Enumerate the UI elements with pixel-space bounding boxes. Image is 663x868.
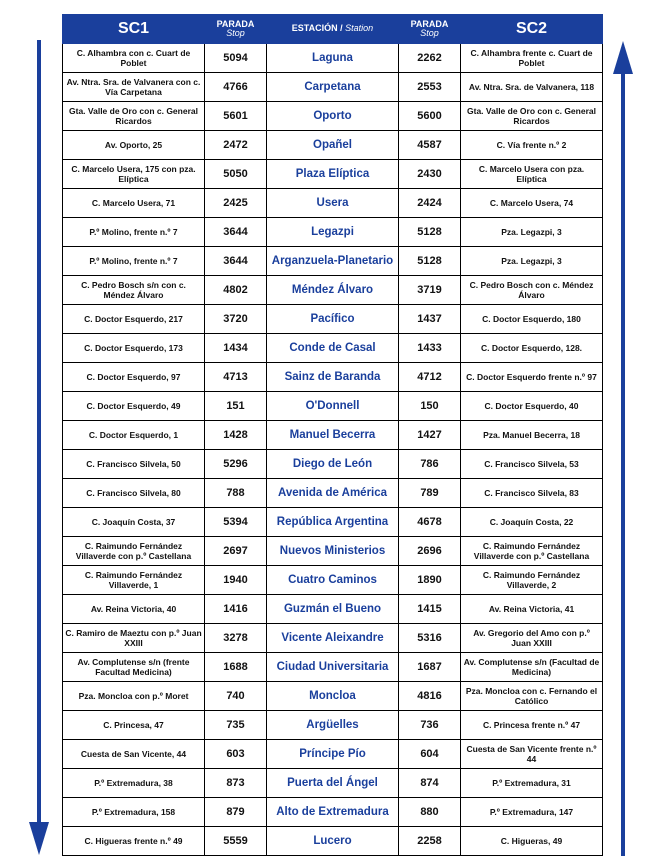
sc2-address: C. Alhambra frente c. Cuart de Poblet [461,44,603,73]
sc1-address: Cuesta de San Vicente, 44 [63,740,205,769]
table-row [63,334,603,363]
sc1-address: Gta. Valle de Oro con c. General Ricardos [63,102,205,131]
table-row [63,711,603,740]
sc1-address: C. Ramiro de Maeztu con p.º Juan XXIII [63,624,205,653]
sc1-address: C. Doctor Esquerdo, 217 [63,305,205,334]
header-parada: PARADA [216,18,255,29]
sc2-address: Av. Gregorio del Amo con p.º Juan XXIII [461,624,603,653]
table-row [63,653,603,682]
sc2-address: C. Doctor Esquerdo frente n.º 97 [461,363,603,392]
stop-number-sc2: 1433 [399,334,461,363]
table-row [63,392,603,421]
station-name: Moncloa [267,682,399,711]
sc2-address: C. Doctor Esquerdo, 40 [461,392,603,421]
stop-number-sc1: 2425 [205,189,267,218]
stop-number-sc2: 786 [399,450,461,479]
stop-number-sc1: 3644 [205,218,267,247]
table-header [63,15,603,44]
stop-number-sc2: 1415 [399,595,461,624]
table-row [63,566,603,595]
stop-number-sc2: 4712 [399,363,461,392]
table-row [63,508,603,537]
table-row [63,363,603,392]
table-row [63,740,603,769]
station-name: Diego de León [267,450,399,479]
sc1-address: C. Raimundo Fernández Villaverde, 1 [63,566,205,595]
table-row [63,160,603,189]
sc2-address: C. Doctor Esquerdo, 180 [461,305,603,334]
sc1-address: C. Francisco Silvela, 50 [63,450,205,479]
sc2-address: C. Joaquín Costa, 22 [461,508,603,537]
sc1-address: C. Doctor Esquerdo, 49 [63,392,205,421]
station-name: Manuel Becerra [267,421,399,450]
stop-number-sc2: 4816 [399,682,461,711]
sc1-address: Pza. Moncloa con p.º Moret [63,682,205,711]
sc1-address: P.º Molino, frente n.º 7 [63,218,205,247]
sc2-address: C. Marcelo Usera, 74 [461,189,603,218]
stop-number-sc2: 2553 [399,73,461,102]
stop-number-sc2: 2424 [399,189,461,218]
stop-number-sc1: 740 [205,682,267,711]
stop-number-sc1: 1940 [205,566,267,595]
stop-number-sc1: 4802 [205,276,267,305]
sc2-address: Av. Reina Victoria, 41 [461,595,603,624]
stop-number-sc1: 5394 [205,508,267,537]
table-row [63,305,603,334]
stop-number-sc1: 4766 [205,73,267,102]
stop-number-sc2: 1687 [399,653,461,682]
stop-number-sc2: 3719 [399,276,461,305]
stop-number-sc2: 150 [399,392,461,421]
sc1-address: Av. Complutense s/n (frente Facultad Medicina) [63,653,205,682]
station-name: Arganzuela-Planetario [267,247,399,276]
sc2-address: C. Vía frente n.º 2 [461,131,603,160]
sc2-address: C. Francisco Silvela, 53 [461,450,603,479]
stop-number-sc2: 2430 [399,160,461,189]
table-row [63,682,603,711]
sc2-address: C. Pedro Bosch con c. Méndez Álvaro [461,276,603,305]
stop-number-sc2: 2258 [399,827,461,856]
table-row [63,595,603,624]
station-name: Laguna [267,44,399,73]
stop-number-sc1: 2697 [205,537,267,566]
sc2-address: Pza. Legazpi, 3 [461,247,603,276]
arrow-down-icon [27,40,51,856]
header-sc2: SC2 [461,15,603,44]
stop-number-sc2: 1427 [399,421,461,450]
stop-number-sc1: 5094 [205,44,267,73]
stop-number-sc1: 873 [205,769,267,798]
header-stop-left [205,15,267,44]
sc1-address: Av. Oporto, 25 [63,131,205,160]
sc2-address: C. Higueras, 49 [461,827,603,856]
sc2-address: P.º Extremadura, 31 [461,769,603,798]
sc1-address: C. Higueras frente n.º 49 [63,827,205,856]
sc2-address: Gta. Valle de Oro con c. General Ricardos [461,102,603,131]
stop-number-sc1: 1688 [205,653,267,682]
station-name: Sainz de Baranda [267,363,399,392]
station-name: Carpetana [267,73,399,102]
table-row [63,247,603,276]
table-row [63,189,603,218]
stop-number-sc2: 5128 [399,218,461,247]
sc1-address: C. Alhambra con c. Cuart de Poblet [63,44,205,73]
stop-number-sc2: 4587 [399,131,461,160]
sc1-address: C. Raimundo Fernández Villaverde con p.º Castellana [63,537,205,566]
sc2-address: Pza. Legazpi, 3 [461,218,603,247]
stop-number-sc1: 5559 [205,827,267,856]
sc1-address: Av. Ntra. Sra. de Valvanera con c. Vía Carpetana [63,73,205,102]
stop-number-sc1: 735 [205,711,267,740]
sc1-address: C. Francisco Silvela, 80 [63,479,205,508]
header-station-en: Station [345,23,374,34]
sc2-address: C. Doctor Esquerdo, 128. [461,334,603,363]
sc2-address: Pza. Manuel Becerra, 18 [461,421,603,450]
station-name: Pacífico [267,305,399,334]
sc1-address: Av. Reina Victoria, 40 [63,595,205,624]
stop-number-sc1: 5050 [205,160,267,189]
stop-number-sc1: 5296 [205,450,267,479]
table-row [63,218,603,247]
sc1-address: P.º Molino, frente n.º 7 [63,247,205,276]
stop-number-sc1: 1428 [205,421,267,450]
stop-number-sc2: 5600 [399,102,461,131]
station-name: Conde de Casal [267,334,399,363]
route-table [62,14,603,856]
station-name: Príncipe Pío [267,740,399,769]
header-parada: PARADA [410,18,449,29]
stop-number-sc2: 874 [399,769,461,798]
table-row [63,44,603,73]
table-row [63,73,603,102]
station-name: Opañel [267,131,399,160]
sc1-address: C. Marcelo Usera, 175 con pza. Elíptica [63,160,205,189]
table-row [63,827,603,856]
sc1-address: C. Princesa, 47 [63,711,205,740]
sc2-address: C. Princesa frente n.º 47 [461,711,603,740]
station-name: Plaza Elíptica [267,160,399,189]
sc2-address: Av. Ntra. Sra. de Valvanera, 118 [461,73,603,102]
station-name: Lucero [267,827,399,856]
table-row [63,450,603,479]
table-row [63,276,603,305]
sc1-address: P.º Extremadura, 158 [63,798,205,827]
table-row [63,769,603,798]
arrow-up-icon [611,40,635,856]
station-name: Cuatro Caminos [267,566,399,595]
station-name: Argüelles [267,711,399,740]
stop-number-sc1: 2472 [205,131,267,160]
stop-number-sc1: 603 [205,740,267,769]
stop-number-sc2: 604 [399,740,461,769]
sc2-address: Av. Complutense s/n (Facultad de Medicina) [461,653,603,682]
stop-number-sc1: 3278 [205,624,267,653]
station-name: Vicente Aleixandre [267,624,399,653]
stop-number-sc1: 1434 [205,334,267,363]
station-name: Alto de Extremadura [267,798,399,827]
sc2-address: Cuesta de San Vicente frente n.º 44 [461,740,603,769]
station-name: O'Donnell [267,392,399,421]
station-name: República Argentina [267,508,399,537]
station-name: Guzmán el Bueno [267,595,399,624]
station-name: Nuevos Ministerios [267,537,399,566]
stop-number-sc1: 151 [205,392,267,421]
sc2-address: C. Raimundo Fernández Villaverde con p.º Castellana [461,537,603,566]
stop-number-sc2: 1890 [399,566,461,595]
header-stop-right [399,15,461,44]
header-station: ESTACIÓN / Station [267,15,399,44]
stop-number-sc1: 5601 [205,102,267,131]
table-row [63,421,603,450]
table-row [63,102,603,131]
sc1-address: P.º Extremadura, 38 [63,769,205,798]
station-name: Legazpi [267,218,399,247]
stop-number-sc2: 736 [399,711,461,740]
sc2-address: C. Francisco Silvela, 83 [461,479,603,508]
stop-number-sc2: 1437 [399,305,461,334]
table-row [63,624,603,653]
table-row [63,798,603,827]
stop-number-sc2: 880 [399,798,461,827]
stop-number-sc2: 2696 [399,537,461,566]
stop-number-sc2: 789 [399,479,461,508]
sc1-address: C. Doctor Esquerdo, 173 [63,334,205,363]
header-sc1: SC1 [63,15,205,44]
stop-number-sc2: 4678 [399,508,461,537]
header-stop: Stop [420,28,439,38]
station-name: Méndez Álvaro [267,276,399,305]
stop-number-sc1: 788 [205,479,267,508]
stop-number-sc2: 5316 [399,624,461,653]
table-row [63,479,603,508]
sc1-address: C. Joaquín Costa, 37 [63,508,205,537]
station-name: Avenida de América [267,479,399,508]
station-name: Puerta del Ángel [267,769,399,798]
table-row [63,537,603,566]
stop-number-sc2: 5128 [399,247,461,276]
stop-number-sc1: 879 [205,798,267,827]
sc1-address: C. Marcelo Usera, 71 [63,189,205,218]
stop-number-sc1: 4713 [205,363,267,392]
stop-number-sc2: 2262 [399,44,461,73]
stop-number-sc1: 3720 [205,305,267,334]
sc2-address: C. Marcelo Usera con pza. Elíptica [461,160,603,189]
sc1-address: C. Doctor Esquerdo, 1 [63,421,205,450]
table-row [63,131,603,160]
sc2-address: P.º Extremadura, 147 [461,798,603,827]
header-estacion: ESTACIÓN [291,23,338,34]
stop-number-sc1: 1416 [205,595,267,624]
sc1-address: C. Doctor Esquerdo, 97 [63,363,205,392]
header-stop: Stop [226,28,245,38]
station-name: Usera [267,189,399,218]
station-name: Oporto [267,102,399,131]
sc2-address: C. Raimundo Fernández Villaverde, 2 [461,566,603,595]
sc1-address: C. Pedro Bosch s/n con c. Méndez Álvaro [63,276,205,305]
station-name: Ciudad Universitaria [267,653,399,682]
stop-number-sc1: 3644 [205,247,267,276]
sc2-address: Pza. Moncloa con c. Fernando el Católico [461,682,603,711]
